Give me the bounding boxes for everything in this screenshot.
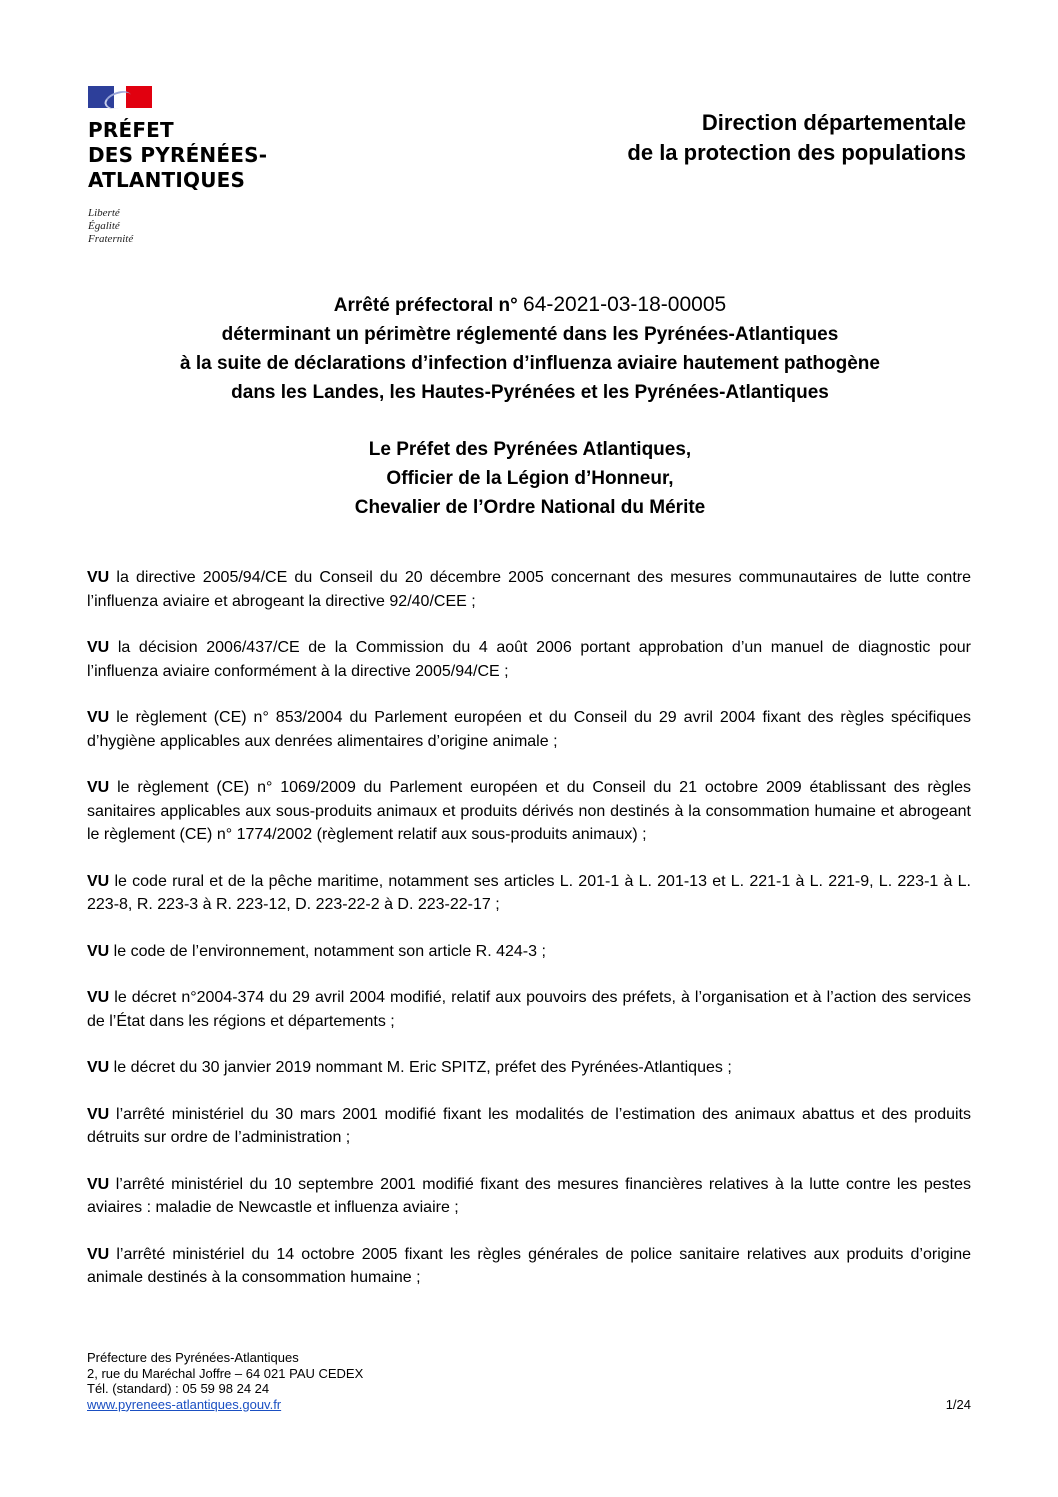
- direction-line: de la protection des populations: [627, 140, 966, 165]
- vu-paragraph: [87, 1103, 971, 1150]
- motto-line: Égalité: [88, 220, 120, 232]
- vu-paragraph: [87, 566, 971, 613]
- vu-text: le décret du 30 janvier 2019 nommant M. Eric SPITZ, préfet des Pyrénées-Atlantiques ;: [109, 1059, 732, 1076]
- vu-text: l’arrêté ministériel du 10 septembre 2001 modifié fixant des mesures financières relatives à la lutte contre les pestes aviaires : maladie de Newcastle et influenza aviaire ;: [87, 1175, 971, 1216]
- vu-prefix: VU: [87, 569, 110, 586]
- logo-title-line: ATLANTIQUES: [88, 168, 246, 192]
- logo-title-line: PRÉFET: [88, 118, 174, 142]
- footer-address-street: 2, rue du Maréchal Joffre – 64 021 PAU CEDEX: [87, 1365, 364, 1381]
- vu-paragraph: [87, 776, 971, 847]
- vu-text: le règlement (CE) n° 853/2004 du Parlement européen et du Conseil du 29 avril 2004 fixant des règles spécifiques d’hygiène applicables aux denrées alimentaires d’origine animale ;: [87, 709, 971, 750]
- arrete-subtitle-line: déterminant un périmètre réglementé dans les Pyrénées-Atlantiques: [221, 324, 839, 345]
- vu-prefix: VU: [87, 989, 110, 1006]
- prefet-titles: [80, 435, 980, 522]
- prefet-line: Chevalier de l’Ordre National du Mérite: [354, 497, 706, 518]
- vu-paragraph: [87, 706, 971, 753]
- page-footer: [87, 1350, 363, 1412]
- vu-prefix: VU: [87, 1059, 110, 1076]
- direction-line: Direction départementale: [701, 110, 966, 135]
- footer-phone: Tél. (standard) : 05 59 98 24 24: [87, 1381, 270, 1397]
- arrete-label: Arrêté préfectoral n°: [333, 295, 518, 316]
- page-number: 1/24: [945, 1397, 971, 1412]
- vu-text: la décision 2006/437/CE de la Commission du 4 août 2006 portant approbation d’un manuel de diagnostic pour l’influenza aviaire conformément à la directive 2005/94/CE ;: [87, 639, 971, 680]
- arrete-subtitle-line: dans les Landes, les Hautes-Pyrénées et les Pyrénées-Atlantiques: [231, 382, 829, 403]
- vu-paragraph: [87, 986, 971, 1033]
- vu-text: le code de l’environnement, notamment son article R. 424-3 ;: [109, 942, 546, 960]
- logo-title-line: DES PYRÉNÉES-: [88, 143, 268, 167]
- vu-prefix: VU: [87, 639, 110, 656]
- vu-text: la directive 2005/94/CE du Conseil du 20 décembre 2005 concernant des mesures communautaires de lutte contre l’influenza aviaire et abrogeant la directive 92/40/CEE ;: [87, 569, 971, 610]
- vu-paragraph: [87, 1243, 971, 1290]
- prefecture-logo: [88, 86, 288, 246]
- footer-website-link[interactable]: www.pyrenees-atlantiques.gouv.fr: [87, 1396, 282, 1412]
- prefet-line: Le Préfet des Pyrénées Atlantiques,: [368, 439, 692, 460]
- vu-prefix: VU: [87, 779, 110, 796]
- vu-text: le règlement (CE) n° 1069/2009 du Parlement européen et du Conseil du 21 octobre 2009 établissant des règles sanitaires applicables aux sous-produits animaux et produits dérivés non destinés à la consommation humaine et abrogeant le règlement (CE) n° 1774/2002 (règlement relatif aux sous-produits animaux) ;: [87, 779, 971, 843]
- vu-prefix: VU: [87, 1245, 110, 1263]
- logo-motto: [88, 207, 288, 246]
- vu-list: [87, 566, 971, 1313]
- vu-prefix: VU: [87, 872, 110, 890]
- vu-paragraph: [87, 870, 971, 917]
- motto-line: Liberté: [88, 207, 120, 219]
- french-flag-icon: [88, 86, 152, 108]
- vu-text: l’arrêté ministériel du 14 octobre 2005 fixant les règles générales de police sanitaire relatives aux produits d’origine animale destinés à la consommation humaine ;: [87, 1245, 971, 1286]
- prefet-line: Officier de la Légion d’Honneur,: [386, 468, 674, 489]
- footer-address-name: Préfecture des Pyrénées-Atlantiques: [87, 1350, 299, 1365]
- vu-prefix: VU: [87, 942, 110, 960]
- vu-text: l’arrêté ministériel du 30 mars 2001 modifié fixant les modalités de l’estimation des animaux abattus et des produits détruits sur ordre de l’administration ;: [87, 1105, 971, 1146]
- vu-paragraph: [87, 636, 971, 683]
- motto-line: Fraternité: [88, 233, 134, 245]
- vu-paragraph: [87, 1173, 971, 1220]
- vu-prefix: VU: [87, 1175, 110, 1193]
- logo-title: [88, 118, 288, 193]
- vu-prefix: VU: [87, 1105, 110, 1123]
- vu-prefix: VU: [87, 709, 110, 726]
- vu-text: le code rural et de la pêche maritime, notamment ses articles L. 201-1 à L. 201-13 et L. 221-1 à L. 221-9, L. 223-1 à L. 223-8, R. 223-3 à R. 223-12, D. 223-22-2 à D. 223-22-17 ;: [87, 872, 971, 913]
- arrete-number-line: [80, 290, 980, 320]
- arrete-subtitle-line: à la suite de déclarations d’infection d’influenza aviaire hautement pathogène: [180, 353, 880, 374]
- vu-text: le décret n°2004-374 du 29 avril 2004 modifié, relatif aux pouvoirs des préfets, à l’organisation et à l’action des services de l’État dans les régions et départements ;: [87, 989, 971, 1030]
- arrete-number: 64-2021-03-18-00005: [523, 293, 727, 316]
- arrete-title: [80, 290, 980, 407]
- direction-heading: [627, 108, 966, 168]
- vu-paragraph: [87, 1056, 971, 1080]
- vu-paragraph: [87, 940, 971, 964]
